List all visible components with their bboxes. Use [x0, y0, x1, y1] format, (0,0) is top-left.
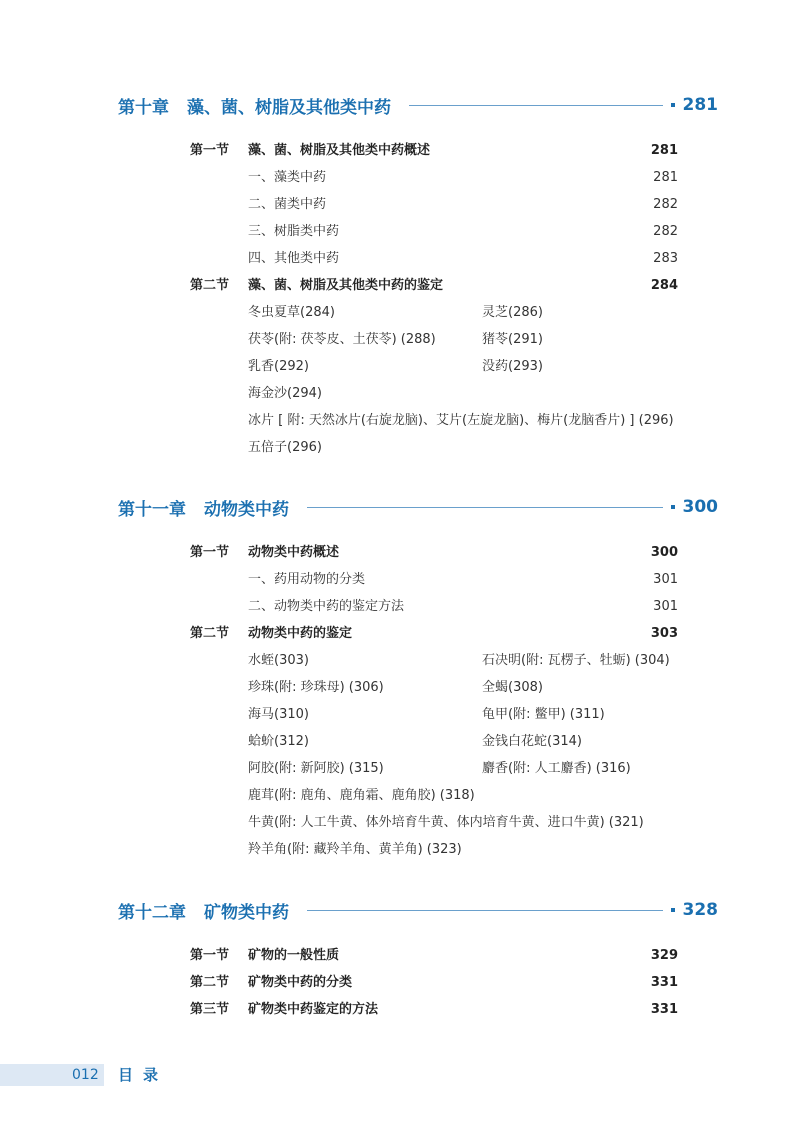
chapter-title: 动物类中药 — [204, 499, 289, 520]
footer-title: 目录 — [118, 1066, 169, 1084]
section-title: 矿物的一般性质 — [248, 948, 340, 963]
herb-entry: 珍珠(附: 珍珠母) (306) — [248, 680, 384, 695]
section-label: 第一节 — [190, 948, 230, 963]
herb-entry: 羚羊角(附: 藏羚羊角、黄羊角) (323) — [248, 842, 462, 857]
herb-entry: 鹿茸(附: 鹿角、鹿角霜、鹿角胶) (318) — [248, 788, 475, 803]
chapter-number: 第十二章 — [118, 902, 186, 923]
subsection-page: 301 — [653, 599, 678, 614]
subsection-title: 一、药用动物的分类 — [248, 572, 366, 587]
herb-entry: 五倍子(296) — [248, 440, 322, 455]
herb-entry: 全蝎(308) — [482, 680, 543, 695]
section-page: 300 — [650, 545, 678, 560]
herb-entry: 金钱白花蛇(314) — [482, 734, 582, 749]
herb-entry: 阿胶(附: 新阿胶) (315) — [248, 761, 384, 776]
section-title: 矿物类中药鉴定的方法 — [248, 1002, 379, 1017]
subsection-title: 一、藻类中药 — [248, 170, 327, 185]
herb-entry: 牛黄(附: 人工牛黄、体外培育牛黄、体内培育牛黄、进口牛黄) (321) — [248, 815, 644, 830]
chapter-heading — [118, 898, 718, 922]
chapter-title: 藻、菌、树脂及其他类中药 — [187, 97, 391, 118]
herb-entry: 乳香(292) — [248, 359, 309, 374]
subsection-title: 四、其他类中药 — [248, 251, 340, 266]
subsection-title: 二、动物类中药的鉴定方法 — [248, 599, 405, 614]
herb-entry: 茯苓(附: 茯苓皮、土茯苓) (288) — [248, 332, 436, 347]
herb-entry: 灵芝(286) — [482, 305, 543, 320]
herb-entry: 猪苓(291) — [482, 332, 543, 347]
chapter-number: 第十章 — [118, 97, 169, 118]
section-page: 331 — [650, 975, 678, 990]
section-page: 303 — [650, 626, 678, 641]
chapter-page: 281 — [682, 95, 718, 115]
section-title: 藻、菌、树脂及其他类中药的鉴定 — [248, 278, 444, 293]
chapter-page: 300 — [682, 497, 718, 517]
section-title: 动物类中药的鉴定 — [248, 626, 353, 641]
chapter-title: 矿物类中药 — [204, 902, 289, 923]
section-page: 331 — [650, 1002, 678, 1017]
section-title: 藻、菌、树脂及其他类中药概述 — [248, 143, 431, 158]
herb-entry: 蛤蚧(312) — [248, 734, 309, 749]
herb-entry: 海马(310) — [248, 707, 309, 722]
subsection-page: 283 — [653, 251, 678, 266]
chapter-heading — [118, 93, 718, 117]
herb-entry: 海金沙(294) — [248, 386, 322, 401]
chapter-leader-dot — [671, 505, 675, 509]
section-page: 284 — [650, 278, 678, 293]
herb-entry: 龟甲(附: 鳖甲) (311) — [482, 707, 605, 722]
section-label: 第一节 — [190, 545, 230, 560]
footer-page-number: 012 — [72, 1067, 99, 1083]
herb-entry: 冬虫夏草(284) — [248, 305, 335, 320]
chapter-leader-dot — [671, 103, 675, 107]
subsection-page: 282 — [653, 197, 678, 212]
herb-entry: 水蛭(303) — [248, 653, 309, 668]
section-title: 矿物类中药的分类 — [248, 975, 353, 990]
section-label: 第三节 — [190, 1002, 230, 1017]
chapter-number: 第十一章 — [118, 499, 186, 520]
chapter-leader-line — [307, 910, 663, 911]
subsection-title: 三、树脂类中药 — [248, 224, 340, 239]
chapter-leader-dot — [671, 908, 675, 912]
subsection-page: 281 — [653, 170, 678, 185]
section-page: 281 — [650, 143, 678, 158]
herb-entry: 麝香(附: 人工麝香) (316) — [482, 761, 631, 776]
chapter-leader-line — [409, 105, 663, 106]
section-label: 第二节 — [190, 278, 230, 293]
chapter-heading — [118, 495, 718, 519]
subsection-page: 301 — [653, 572, 678, 587]
chapter-page: 328 — [682, 900, 718, 920]
subsection-title: 二、菌类中药 — [248, 197, 327, 212]
subsection-page: 282 — [653, 224, 678, 239]
herb-entry: 冰片 [ 附: 天然冰片(右旋龙脑)、艾片(左旋龙脑)、梅片(龙脑香片) ] (296) — [248, 413, 674, 428]
section-label: 第二节 — [190, 626, 230, 641]
herb-entry: 没药(293) — [482, 359, 543, 374]
section-label: 第一节 — [190, 143, 230, 158]
section-label: 第二节 — [190, 975, 230, 990]
herb-entry: 石决明(附: 瓦楞子、牡蛎) (304) — [482, 653, 670, 668]
section-title: 动物类中药概述 — [248, 545, 340, 560]
chapter-leader-line — [307, 507, 663, 508]
section-page: 329 — [650, 948, 678, 963]
